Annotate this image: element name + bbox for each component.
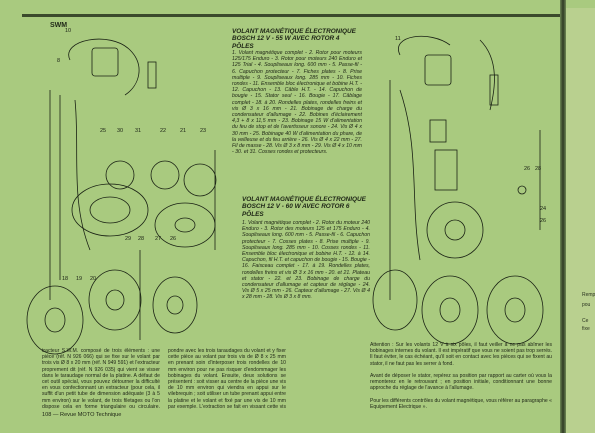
- diagram1-legend: 1. Volant magnétique complet - 2. Rotor pour moteurs 125/175 Enduro - 3. Rotor pour moteurs 240 Enduro et 125 Trial - 4. Soupliseaux long. 600 mm - 5. Passe-fil - 6. Capuchon protecteur - 7. Fiches plates - 8. Prise multiple - 9. Soupliseaux long. 285 mm - 10. Fiches rondes - 11. Ensemble bloc électronique et bobine H.T. - 12. Capuchon - 13. Câble H.T. - 14. Capuchon de bougie - 15. Stator seul - 16. Bougie - 17. Câblage complet - 18. à 20. Rondelles plates, rondelles freins et vis Ø 3 x 16 mm - 21. Bobinage de charge du condensateur d'allumage - 22. Bobines d'éclairement 4,3 + 8 x 11,5 mm - 23. Bobinage 15 W d'alimentation du feu de stop et de l'avertisseur sonore - 24. Vis Ø 4 x 30 mm - 25. Bobinage 40 W d'alimentation du phare, de la veilleuse et du feu arrière - 26. Vis Ø 4 x 22 mm - 27. Fil de masse - 28. Vis Ø 3 x 8 mm - 29. Vis Ø 4 x 10 mm - 30. et 31. Cosses rondes et protecteurs.: [232, 50, 362, 156]
- callout-31: 31: [135, 128, 142, 134]
- facing-page: [566, 8, 595, 433]
- flywheel-left-2: [89, 270, 141, 330]
- flywheel-right-2: [487, 276, 543, 344]
- callout-29: 29: [125, 236, 132, 242]
- facing-text-3: Ce: [582, 318, 589, 324]
- facing-text-4: fixe: [582, 326, 590, 332]
- coil-2: [151, 161, 179, 189]
- electronic-block-right: [425, 55, 451, 85]
- page-footer: 108 — Revue MOTO Technique: [42, 412, 122, 418]
- text-column-2: pondre avec les trois taraudages du volant et y fixer cette pièce au volant par trois vis de Ø 8 x 25 mm en prenant soin d'interposer trois rondelles de 10 mm environ pour ne pas risquer d'endommager les bobinages du volant. Ensuite, deux solutions se présentent : soit visser au centre de la pièce une vis de 10 mm environ qui viendra en appui sur le vilebrequin ; soit utiliser un tube prenant appui entre la platine et le volant et fixé par une vis de 10 mm par exemple. L'extraction se fait en vissant cette vis: [168, 348, 286, 410]
- flywheel-left-3: [153, 277, 197, 333]
- stator-right: [427, 202, 483, 258]
- callout-21: 21: [180, 128, 187, 134]
- plug-connector: [430, 120, 446, 142]
- spark-plug-left: [148, 62, 156, 88]
- facing-text-2: pou: [582, 302, 591, 308]
- brand-label: SWM: [50, 22, 68, 29]
- callout-28: 28: [138, 236, 145, 242]
- callout-26-right: 26: [524, 166, 531, 172]
- callout-19: 19: [76, 276, 83, 282]
- electronic-block-left: [92, 48, 118, 76]
- callout-27: 27: [155, 236, 162, 242]
- callout-22: 22: [160, 128, 167, 134]
- callout-24-right: 24: [540, 206, 547, 212]
- flywheel-left-1: [27, 286, 83, 354]
- callout-10: 10: [65, 28, 72, 34]
- callout-8: 8: [57, 58, 61, 64]
- text-column-1: tracteur S.W.M. composé de trois éléments : une pièce (réf. N 926 066) qui se fixe sur le volant par trois vis Ø 8 x 20 mm (réf. N 949 591) et l'extracteur proprement dit (réf. N 926 035) qui vient se visser dans le taraudage normal de la platine. A défaut de cet outil spécial, vous pouvez détourner la difficulté en vous confectionnant un extracteur (pour cela, il suffit d'un petit tube de dimension adéquate (3 à 5 mm environ) sur le volant, de trois filetages ou l'on dispose cela en forme triangulaire ou circulaire.: [42, 348, 160, 410]
- callout-25: 25: [100, 128, 107, 134]
- callout-18: 18: [62, 276, 69, 282]
- wiring-block: [435, 150, 457, 190]
- callout-20: 20: [90, 276, 97, 282]
- callout-26: 26: [170, 236, 177, 242]
- callout-30: 30: [117, 128, 124, 134]
- ht-cable-right: [398, 36, 450, 55]
- diagram1-title: VOLANT MAGNÉTIQUE ÉLECTRONIQUE BOSCH 12 V - 55 W AVEC ROTOR 4 PÔLES: [232, 28, 356, 50]
- stator-plate-left: [72, 184, 148, 236]
- callout-23: 23: [200, 128, 207, 134]
- flywheel-right-1: [422, 276, 478, 344]
- diagram2-legend: 1. Volant magnétique complet - 2. Rotor du moteur 240 Enduro - 3. Rotor des moteurs 125 et 175 Enduro - 4. Soupliseaux long. 600 mm - 5. Passe-fil - 6. Capuchon protecteur - 7. Cosses plates - 8. Prise multiple - 9. Soupliseaux long. 285 mm - 10. Cosses rondes - 11. Ensemble bloc électronique et bobine H.T. - 12. à 14. Capuchon, fil H.T. et capuchon de bougie - 15. Bougie - 16. Faisceau complet - 17. à 19. Rondelles plates, rondelles freins et vis Ø 3 x 16 mm - 20. et 21. Plateau et stator - 22. et 23. Bobinage de charge du condensateur d'allumage et capteur de réglage - 24. Vis Ø 5 x 25 mm - 26. Capteur d'allumage - 27. Vis Ø 4 x 28 mm - 28. Vis Ø 3 x 8 mm.: [242, 220, 370, 301]
- callout-26b-right: 26: [540, 218, 547, 224]
- diagram2-title: VOLANT MAGNÉTIQUE ÉLECTRONIQUE BOSCH 12 V - 60 W AVEC ROTOR 6 PÔLES: [242, 196, 366, 218]
- rotor-left: [155, 203, 215, 247]
- ht-cable-left: [69, 39, 139, 95]
- text-column-3: Attention : Sur les volants 12 V à six pôles, il faut veiller à ne pas abîmer les bobinages internes du volant. Il est impératif que vous ne soient pas trop serrés. Il faut éviter, le cas échéant, qu'il soit en contact avec les pièces qui se fixent au stator, il ne faut pas les serrer à fond. Avant de déposer le stator, repérez sa position par rapport au carter où vous la remonterez en le retrouvant ; en position initiale, conditionnant une bonne approche du réglage de l'avance à l'allumage. Pour les différents contrôles du volant magnétique, vous référer au paragraphe « Equipement Electrique ».: [370, 342, 552, 411]
- facing-text-1: Remp: [582, 292, 595, 298]
- coil-3: [184, 164, 216, 196]
- plate-right: [373, 270, 417, 330]
- callout-28-right: 28: [535, 166, 542, 172]
- callout-11: 11: [395, 36, 401, 42]
